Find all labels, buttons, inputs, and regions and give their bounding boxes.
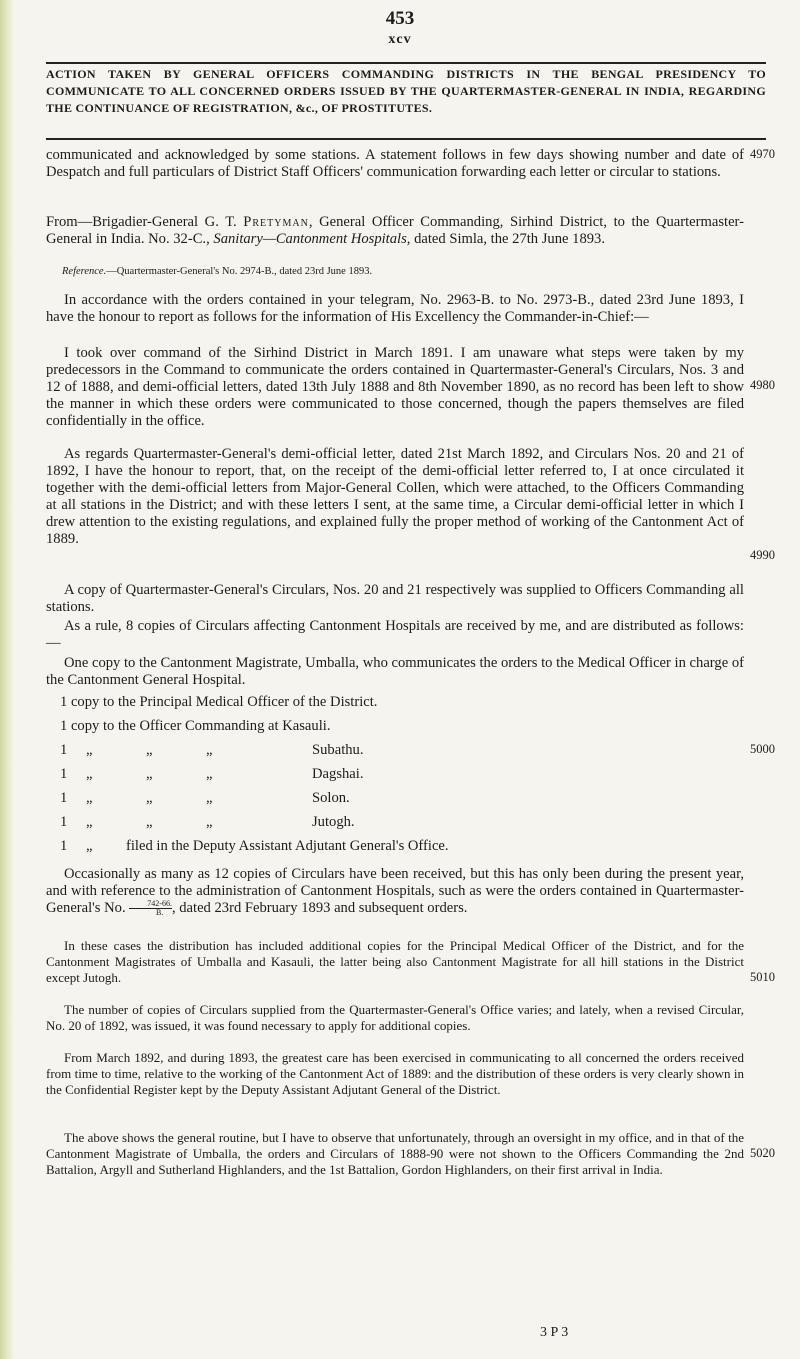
- margin-line-number: 4970: [750, 147, 775, 161]
- binding-edge: [0, 0, 14, 1359]
- roman-page-numeral: xcv: [388, 32, 412, 47]
- paragraph-8: In these cases the distribution has included additional copies for the Principal Medical Officer of the District, and for the Cantonment Magistrates of Umballa and Kasauli, the latter being also Cantonment Magistrate for all hill stations in the District except Jutogh.: [46, 938, 744, 985]
- paragraph-5: As a rule, 8 copies of Circulars affecting Cantonment Hospitals are received by me, and are distributed as follows:—: [46, 618, 744, 651]
- from-subject: Sanitary—Cantonment Hospitals,: [213, 231, 411, 247]
- from-rest: , General Officer Commanding, Sirhind District, to the Quartermaster-General in India. No. 32-C.,: [46, 214, 744, 247]
- station-jutogh: Jutogh.: [312, 814, 355, 830]
- paragraph-9: The number of copies of Circulars supplied from the Quartermaster-General's Office varies; and lately, when a revised Circular, No. 20 of 1892, was issued, it was found necessary to apply for additional copies.: [46, 1002, 744, 1033]
- section-heading: ACTION TAKEN BY GENERAL OFFICERS COMMANDING DISTRICTS IN THE BENGAL PRESIDENCY TO COMMUNICATE TO ALL CONCERNED ORDERS ISSUED BY THE QUARTERMASTER-GENERAL IN INDIA, REGARDING THE CONTINUANCE OF REGISTRATION, &c., OF PROSTITUTES.: [46, 67, 766, 115]
- margin-line-number: 5010: [750, 970, 775, 984]
- paragraph-4: A copy of Quartermaster-General's Circulars, Nos. 20 and 21 respectively was supplied to Officers Commanding all stations.: [46, 582, 744, 615]
- station-solon: Solon.: [312, 790, 350, 806]
- paragraph-2: I took over command of the Sirhind District in March 1891. I am unaware what steps were taken by my predecessors in the Command to communicate the orders contained in Quartermaster-General's Circulars, Nos. 3 and 12 of 1888, and demi-official letters, dated 13th July 1888 and 8th November 1890, as no record has been left to show the manner in which these orders were communicated to those concerned, though the papers themselves are filed confidentially in the office.: [46, 345, 744, 429]
- margin-line-number: 4980: [750, 378, 775, 392]
- from-name: Pretyman: [243, 214, 309, 230]
- paragraph-7: Occasionally as many as 12 copies of Circulars have been received, but this has only been during the present year, and with reference to the administration of Cantonment Hospitals, such as were the orders contained in Quartermaster-General's No. $\frac{742-66.}{B.}$ , dated 23rd February 1893 and subsequent orders.: [46, 866, 744, 918]
- circular-number-fraction: $\frac{742-66.}{B.}$: [129, 900, 172, 917]
- heading-rule: [46, 138, 766, 140]
- distribution-filed: filed in the Deputy Assistant Adjutant General's Office.: [126, 838, 449, 854]
- intro-paragraph: communicated and acknowledged by some stations. A statement follows in few days showing number and date of Despatch and full particulars of District Staff Officers' communication forwarding each letter or circular to stations.: [46, 147, 744, 180]
- document-page: 453 xcv ACTION TAKEN BY GENERAL OFFICERS COMMANDING DISTRICTS IN THE BENGAL PRESIDENCY TO COMMUNICATE TO ALL CONCERNED ORDERS ISSUED BY THE QUARTERMASTER-GENERAL IN INDIA, REGARDING THE CONTINUANCE OF REGISTRATION, &c., OF PROSTITUTES. communicated and acknowledged by some stations. A statement follows in few days showing number and date of Despatch and full particulars of District Staff Officers' communication forwarding each letter or circular to stations. From—Brigadier-General G. T. Pretyman, General Officer Commanding, Sirhind District, to the Quartermaster-General in India. No. 32-C., Sanitary—Cantonment Hospitals, dated Simla, the 27th June 1893. Reference.—Quartermaster-General's No. 2974-B., dated 23rd June 1893. In accordance with the orders contained in your telegram, No. 2963-B. to No. 2973-B., dated 23rd June 1893, I have the honour to report as follows for the information of His Excellency the Commander-in-Chief:— I took over command of the Sirhind District in March 1891. I am unaware what steps were taken by my predecessors in the Command to communicate the orders contained in Quartermaster-General's Circulars, Nos. 3 and 12 of 1888, and demi-official letters, dated 13th July 1888 and 8th November 1890, as no record has been left to show the manner in which these orders were communicated to those concerned, though the papers themselves are filed confidentially in the office. As regards Quartermaster-General's demi-official letter, dated 21st March 1892, and Circulars Nos. 20 and 21 of 1892, I have the honour to report, that, on the receipt of the demi-official letter referred to, I at once circulated it together with the demi-official letters from Major-General Collen, which were attached, to the Officers Commanding at all stations in the District; and with these letters I sent, at the same time, a Circular demi-official letter in which I drew attention to the existing regulations, and explained fully the proper method of working of the Cantonment Act of 1889. A copy of Quartermaster-General's Circulars, Nos. 20 and 21 respectively was supplied to Officers Commanding all stations. As a rule, 8 copies of Circulars affecting Cantonment Hospitals are received by me, and are distributed as follows:— One copy to the Cantonment Magistrate, Umballa, who communicates the orders to the Medical Officer in charge of the Cantonment General Hospital. 1 copy to the Principal Medical Officer of the District. 1 copy to the Officer Commanding at Kasauli. 1 „ „ „ Subathu. 1 „ „ „ Dagshai. 1 „ „ „ Solon. 1 „ „ „ Jutogh. 1 „ filed in the Deputy Assistant Adjutant General's Office. Occasionally as many as 12 copies of Circulars have been received, but this has only been during the present year, and with reference to the administration of Cantonment Hospitals, such as were the orders contained in Quartermaster-General's No. $\frac{742-66.}{B.}$ , dated 23rd February 1893 and subsequent orders. In these cases the distribution has included additional copies for the Principal Medical Officer of the District, and for the Cantonment Magistrates of Umballa and Kasauli, the latter being also Cantonment Magistrate for all hill stations in the District except Jutogh. The number of copies of Circulars supplied from the Quartermaster-General's Office varies; and lately, when a revised Circular, No. 20 of 1892, was issued, it was found necessary to apply for additional copies. From March 1892, and during 1893, the greatest care has been exercised in communicating to all concerned the orders received from time to time, relative to the working of the Cantonment Act of 1889: and the distribution of these orders is very clearly shown in the Confidential Register kept by the Deputy Assistant Adjutant General of the District. The above shows the general routine, but I have to observe that unfortunately, through an oversight in my office, and in that of the Cantonment Magistrate of Umballa, the orders and Circulars of 1888-90 were not shown to the Officers Commanding the 2nd Battalion, Argyll and Sutherland Highlanders, and the 1st Battalion, Gordon Highlanders, on their first arrival in India. 4970 4980 4990 5000 5010 5020 3 P 3: [0, 0, 800, 1359]
- margin-line-number: 5020: [750, 1146, 775, 1160]
- distribution-line-1: 1 copy to the Principal Medical Officer of the District.: [60, 694, 378, 710]
- margin-line-number: 4990: [750, 548, 775, 562]
- page-number: 453: [385, 8, 415, 29]
- top-rule: [46, 62, 766, 64]
- distribution-line-2: 1 copy to the Officer Commanding at Kasauli.: [60, 718, 331, 734]
- reference-text: —Quartermaster-General's No. 2974-B., dated 23rd June 1893.: [106, 266, 373, 277]
- reference-label: Reference.: [62, 266, 107, 277]
- paragraph-11: The above shows the general routine, but I have to observe that unfortunately, through an oversight in my office, and in that of the Cantonment Magistrate of Umballa, the orders and Circulars of 1888-90 were not shown to the Officers Commanding the 2nd Battalion, Argyll and Sutherland Highlanders, and the 1st Battalion, Gordon Highlanders, on their first arrival in India.: [46, 1130, 744, 1177]
- paragraph-6: One copy to the Cantonment Magistrate, Umballa, who communicates the orders to the Medical Officer in charge of the Cantonment General Hospital.: [46, 655, 744, 688]
- reference-line: [62, 266, 742, 277]
- paragraph-1: In accordance with the orders contained in your telegram, No. 2963-B. to No. 2973-B., dated 23rd June 1893, I have the honour to report as follows for the information of His Excellency the Commander-in-Chief:—: [46, 292, 744, 325]
- from-block: [46, 214, 744, 248]
- paragraph-3: As regards Quartermaster-General's demi-official letter, dated 21st March 1892, and Circulars Nos. 20 and 21 of 1892, I have the honour to report, that, on the receipt of the demi-official letter referred to, I at once circulated it together with the demi-official letters from Major-General Collen, which were attached, to the Officers Commanding at all stations in the District; and with these letters I sent, at the same time, a Circular demi-official letter in which I drew attention to the existing regulations, and explained fully the proper method of working of the Cantonment Act of 1889.: [46, 446, 744, 547]
- from-prefix: From—Brigadier-General G. T.: [46, 214, 237, 230]
- signature-mark: 3 P 3: [540, 1325, 569, 1340]
- paragraph-10: From March 1892, and during 1893, the greatest care has been exercised in communicating to all concerned the orders received from time to time, relative to the working of the Cantonment Act of 1889: and the distribution of these orders is very clearly shown in the Confidential Register kept by the Deputy Assistant Adjutant General of the District.: [46, 1050, 744, 1097]
- margin-line-number: 5000: [750, 742, 775, 756]
- station-subathu: Subathu.: [312, 742, 364, 758]
- from-dated: dated Simla, the 27th June 1893.: [414, 231, 605, 247]
- station-dagshai: Dagshai.: [312, 766, 364, 782]
